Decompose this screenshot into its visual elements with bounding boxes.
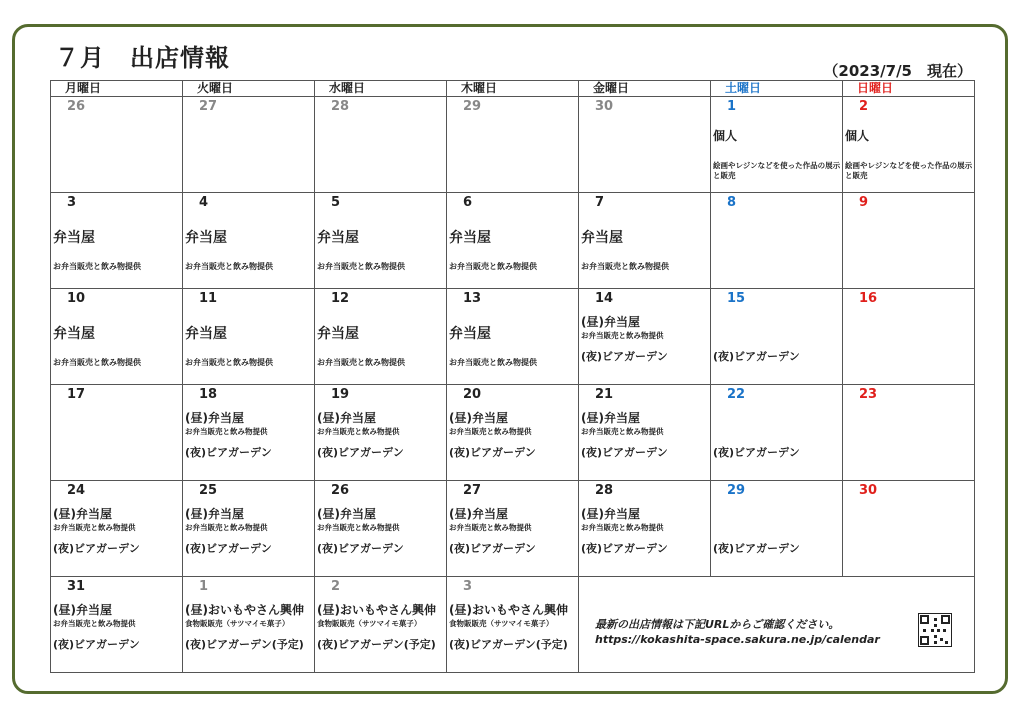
day-number: 27 xyxy=(463,483,482,498)
day-number: 3 xyxy=(463,579,473,594)
event-description: お弁当販売と飲み物提供 xyxy=(317,358,405,367)
day-cell xyxy=(843,193,975,289)
noon-event-description: 食物販販売（サツマイモ菓子） xyxy=(317,619,422,628)
day-number: 13 xyxy=(463,291,482,306)
night-event: (夜)ビアガーデン xyxy=(581,542,668,555)
day-cell xyxy=(183,289,315,385)
week-row xyxy=(51,289,975,385)
day-cell xyxy=(51,577,183,673)
noon-event-description: お弁当販売と飲み物提供 xyxy=(581,523,664,532)
event-description: お弁当販売と飲み物提供 xyxy=(317,262,405,271)
event-name: 個人 xyxy=(713,129,738,143)
day-number: 29 xyxy=(463,99,482,114)
week-row xyxy=(51,97,975,193)
day-cell xyxy=(315,385,447,481)
day-number: 26 xyxy=(331,483,350,498)
day-cell xyxy=(51,97,183,193)
qr-code-icon xyxy=(918,613,952,647)
day-cell xyxy=(315,577,447,673)
noon-event-description: お弁当販売と飲み物提供 xyxy=(317,427,400,436)
night-event: (夜)ビアガーデン xyxy=(317,446,404,459)
noon-event-description: お弁当販売と飲み物提供 xyxy=(581,427,664,436)
day-cell xyxy=(579,193,711,289)
day-cell xyxy=(579,385,711,481)
event-description: 絵画やレジンなどを使った作品の展示と販売 xyxy=(713,161,841,180)
header-mon: 月曜日 xyxy=(51,81,183,97)
calendar-table xyxy=(50,80,975,673)
noon-event-description: お弁当販売と飲み物提供 xyxy=(317,523,400,532)
day-number: 21 xyxy=(595,387,614,402)
event-description: お弁当販売と飲み物提供 xyxy=(449,262,537,271)
day-number: 5 xyxy=(331,195,341,210)
day-cell xyxy=(711,97,843,193)
day-cell xyxy=(447,97,579,193)
event-name: 弁当屋 xyxy=(581,230,623,246)
day-cell xyxy=(183,97,315,193)
day-number: 3 xyxy=(67,195,77,210)
event-description: お弁当販売と飲み物提供 xyxy=(581,262,669,271)
event-description: お弁当販売と飲み物提供 xyxy=(185,358,273,367)
night-event: (夜)ビアガーデン xyxy=(713,446,800,459)
night-event: (夜)ビアガーデン xyxy=(317,542,404,555)
event-name: 弁当屋 xyxy=(449,326,491,342)
day-cell xyxy=(447,385,579,481)
noon-event-description: 食物販販売（サツマイモ菓子） xyxy=(185,619,290,628)
footer-line1: 最新の出店情報は下記URLからご確認ください。 xyxy=(595,618,840,631)
day-number: 4 xyxy=(199,195,209,210)
header-sat: 土曜日 xyxy=(711,81,843,97)
day-cell xyxy=(51,289,183,385)
event-name: 弁当屋 xyxy=(317,230,359,246)
day-number: 20 xyxy=(463,387,482,402)
noon-event-description: お弁当販売と飲み物提供 xyxy=(449,427,532,436)
night-event: (夜)ビアガーデン xyxy=(185,542,272,555)
day-cell xyxy=(447,289,579,385)
day-cell xyxy=(579,289,711,385)
day-number: 25 xyxy=(199,483,218,498)
day-number: 17 xyxy=(67,387,86,402)
header-wed: 水曜日 xyxy=(315,81,447,97)
day-number: 30 xyxy=(859,483,878,498)
day-number: 16 xyxy=(859,291,878,306)
week-row xyxy=(51,385,975,481)
day-number: 6 xyxy=(463,195,473,210)
day-cell xyxy=(315,193,447,289)
day-cell xyxy=(183,577,315,673)
day-number: 10 xyxy=(67,291,86,306)
event-description: お弁当販売と飲み物提供 xyxy=(449,358,537,367)
night-event: (夜)ビアガーデン xyxy=(449,446,536,459)
day-cell xyxy=(711,385,843,481)
night-event: (夜)ビアガーデン(予定) xyxy=(185,638,304,651)
day-number: 24 xyxy=(67,483,86,498)
week-row xyxy=(51,481,975,577)
event-description: お弁当販売と飲み物提供 xyxy=(53,358,141,367)
noon-event: (昼)おいもやさん興伸 xyxy=(185,603,304,617)
day-cell xyxy=(315,97,447,193)
footer-url[interactable]: https://kokashita-space.sakura.ne.jp/calendar xyxy=(595,633,880,646)
day-cell xyxy=(315,289,447,385)
night-event: (夜)ビアガーデン xyxy=(53,542,140,555)
night-event: (夜)ビアガーデン xyxy=(581,446,668,459)
week-row xyxy=(51,193,975,289)
day-number: 11 xyxy=(199,291,218,306)
noon-event: (昼)弁当屋 xyxy=(53,507,112,521)
day-number: 29 xyxy=(727,483,746,498)
header-fri: 金曜日 xyxy=(579,81,711,97)
event-name: 個人 xyxy=(845,129,870,143)
noon-event: (昼)弁当屋 xyxy=(185,411,244,425)
day-cell xyxy=(447,481,579,577)
day-number: 30 xyxy=(595,99,614,114)
day-number: 9 xyxy=(859,195,869,210)
noon-event-description: お弁当販売と飲み物提供 xyxy=(185,523,268,532)
day-number: 26 xyxy=(67,99,86,114)
day-cell xyxy=(843,385,975,481)
night-event: (夜)ビアガーデン xyxy=(53,638,140,651)
event-description: お弁当販売と飲み物提供 xyxy=(185,262,273,271)
noon-event: (昼)弁当屋 xyxy=(317,507,376,521)
event-name: 弁当屋 xyxy=(317,326,359,342)
event-description: お弁当販売と飲み物提供 xyxy=(53,262,141,271)
header-thu: 木曜日 xyxy=(447,81,579,97)
day-cell xyxy=(579,481,711,577)
day-cell xyxy=(843,289,975,385)
footer-cell xyxy=(579,577,975,673)
week-row xyxy=(51,577,975,673)
day-cell xyxy=(447,193,579,289)
day-cell xyxy=(315,481,447,577)
noon-event-description: お弁当販売と飲み物提供 xyxy=(185,427,268,436)
day-number: 7 xyxy=(595,195,605,210)
day-cell xyxy=(183,481,315,577)
as-of-date: （2023/7/5 現在） xyxy=(823,62,972,80)
night-event: (夜)ビアガーデン(予定) xyxy=(449,638,568,651)
event-name: 弁当屋 xyxy=(185,326,227,342)
day-number: 14 xyxy=(595,291,614,306)
noon-event: (昼)弁当屋 xyxy=(317,411,376,425)
noon-event: (昼)おいもやさん興伸 xyxy=(317,603,436,617)
noon-event-description: お弁当販売と飲み物提供 xyxy=(53,523,136,532)
event-name: 弁当屋 xyxy=(53,230,95,246)
night-event: (夜)ビアガーデン xyxy=(185,446,272,459)
noon-event: (昼)弁当屋 xyxy=(53,603,112,617)
day-cell xyxy=(51,481,183,577)
header-sun: 日曜日 xyxy=(843,81,975,97)
day-cell xyxy=(51,193,183,289)
footer-note xyxy=(595,617,880,647)
noon-event: (昼)弁当屋 xyxy=(185,507,244,521)
day-number: 27 xyxy=(199,99,218,114)
noon-event: (昼)弁当屋 xyxy=(449,507,508,521)
event-description: 絵画やレジンなどを使った作品の展示と販売 xyxy=(845,161,973,180)
event-name: 弁当屋 xyxy=(53,326,95,342)
noon-event-description: 食物販販売（サツマイモ菓子） xyxy=(449,619,554,628)
noon-event: (昼)弁当屋 xyxy=(449,411,508,425)
noon-event-description: お弁当販売と飲み物提供 xyxy=(581,331,664,340)
day-cell xyxy=(183,193,315,289)
page-title: ７月 出店情報 xyxy=(55,44,230,72)
night-event: (夜)ビアガーデン xyxy=(449,542,536,555)
noon-event: (昼)弁当屋 xyxy=(581,411,640,425)
day-number: 31 xyxy=(67,579,86,594)
day-number: 15 xyxy=(727,291,746,306)
event-name: 弁当屋 xyxy=(449,230,491,246)
day-cell xyxy=(579,97,711,193)
day-number: 18 xyxy=(199,387,218,402)
day-cell xyxy=(447,577,579,673)
day-number: 1 xyxy=(199,579,209,594)
day-number: 28 xyxy=(331,99,350,114)
day-cell xyxy=(51,385,183,481)
day-number: 1 xyxy=(727,99,737,114)
night-event: (夜)ビアガーデン xyxy=(581,350,668,363)
day-number: 12 xyxy=(331,291,350,306)
day-cell xyxy=(843,97,975,193)
event-name: 弁当屋 xyxy=(185,230,227,246)
day-number: 28 xyxy=(595,483,614,498)
night-event: (夜)ビアガーデン xyxy=(713,350,800,363)
day-number: 8 xyxy=(727,195,737,210)
day-number: 23 xyxy=(859,387,878,402)
day-cell xyxy=(711,481,843,577)
noon-event: (昼)弁当屋 xyxy=(581,315,640,329)
day-number: 22 xyxy=(727,387,746,402)
day-cell xyxy=(711,289,843,385)
noon-event: (昼)弁当屋 xyxy=(581,507,640,521)
header-tue: 火曜日 xyxy=(183,81,315,97)
noon-event-description: お弁当販売と飲み物提供 xyxy=(53,619,136,628)
day-cell xyxy=(711,193,843,289)
night-event: (夜)ビアガーデン xyxy=(713,542,800,555)
day-number: 2 xyxy=(331,579,341,594)
day-cell xyxy=(183,385,315,481)
noon-event: (昼)おいもやさん興伸 xyxy=(449,603,568,617)
day-cell xyxy=(843,481,975,577)
night-event: (夜)ビアガーデン(予定) xyxy=(317,638,436,651)
noon-event-description: お弁当販売と飲み物提供 xyxy=(449,523,532,532)
header-row xyxy=(51,81,975,97)
day-number: 19 xyxy=(331,387,350,402)
day-number: 2 xyxy=(859,99,869,114)
